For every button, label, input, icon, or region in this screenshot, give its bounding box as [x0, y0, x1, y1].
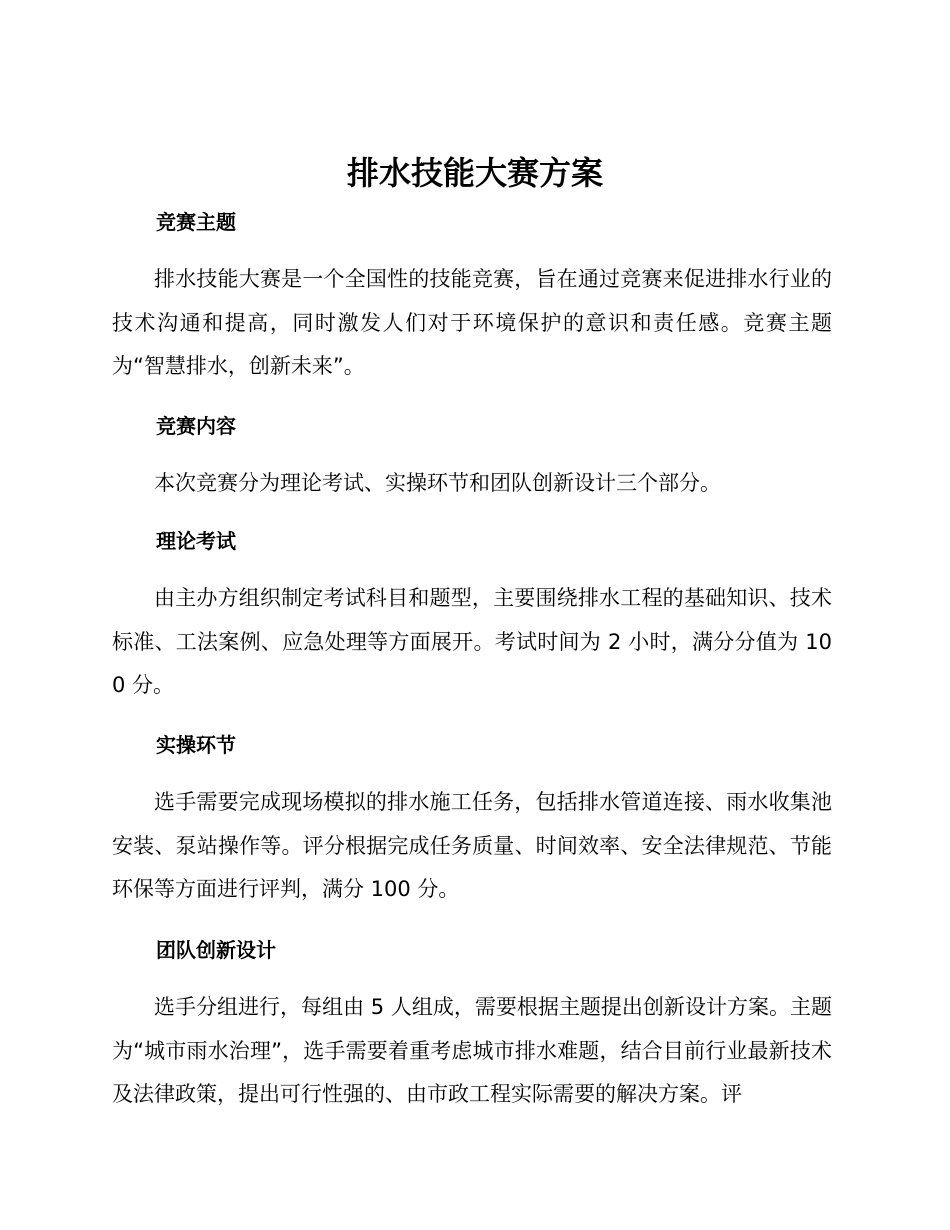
section-paragraph-theory-exam: 由主办方组织制定考试科目和题型，主要围绕排水工程的基础知识、技术标准、工法案例、应急处理等方面展开。考试时间为 2 小时，满分分值为 100 分。 — [112, 586, 832, 697]
section-heading-theme: 竞赛主题 — [156, 210, 236, 234]
section-paragraph-theme: 排水技能大赛是一个全国性的技能竞赛，旨在通过竞赛来促进排水行业的技术沟通和提高，同时激发人们对于环境保护的意识和责任感。竞赛主题为“智慧排水，创新未来”。 — [112, 267, 832, 378]
document-title: 排水技能大赛方案 — [346, 154, 603, 192]
section-heading-practical: 实操环节 — [156, 733, 236, 757]
section-paragraph-practical: 选手需要完成现场模拟的排水施工任务，包括排水管道连接、雨水收集池安装、泵站操作等。评分根据完成任务质量、时间效率、安全法律规范、节能环保等方面进行评判，满分 100 分。 — [112, 790, 832, 901]
section-heading-content: 竞赛内容 — [156, 414, 236, 438]
section-paragraph-team-design: 选手分组进行，每组由 5 人组成，需要根据主题提出创新设计方案。主题为“城市雨水治理”，选手需要着重考虑城市排水难题，结合目前行业最新技术及法律政策，提出可行性强的、由市政工程实际需要的解决方案。评 — [112, 995, 832, 1106]
section-paragraph-content: 本次竞赛分为理论考试、实操环节和团队创新设计三个部分。 — [154, 471, 721, 495]
section-heading-theory-exam: 理论考试 — [156, 529, 236, 553]
section-heading-team-design: 团队创新设计 — [156, 938, 276, 962]
